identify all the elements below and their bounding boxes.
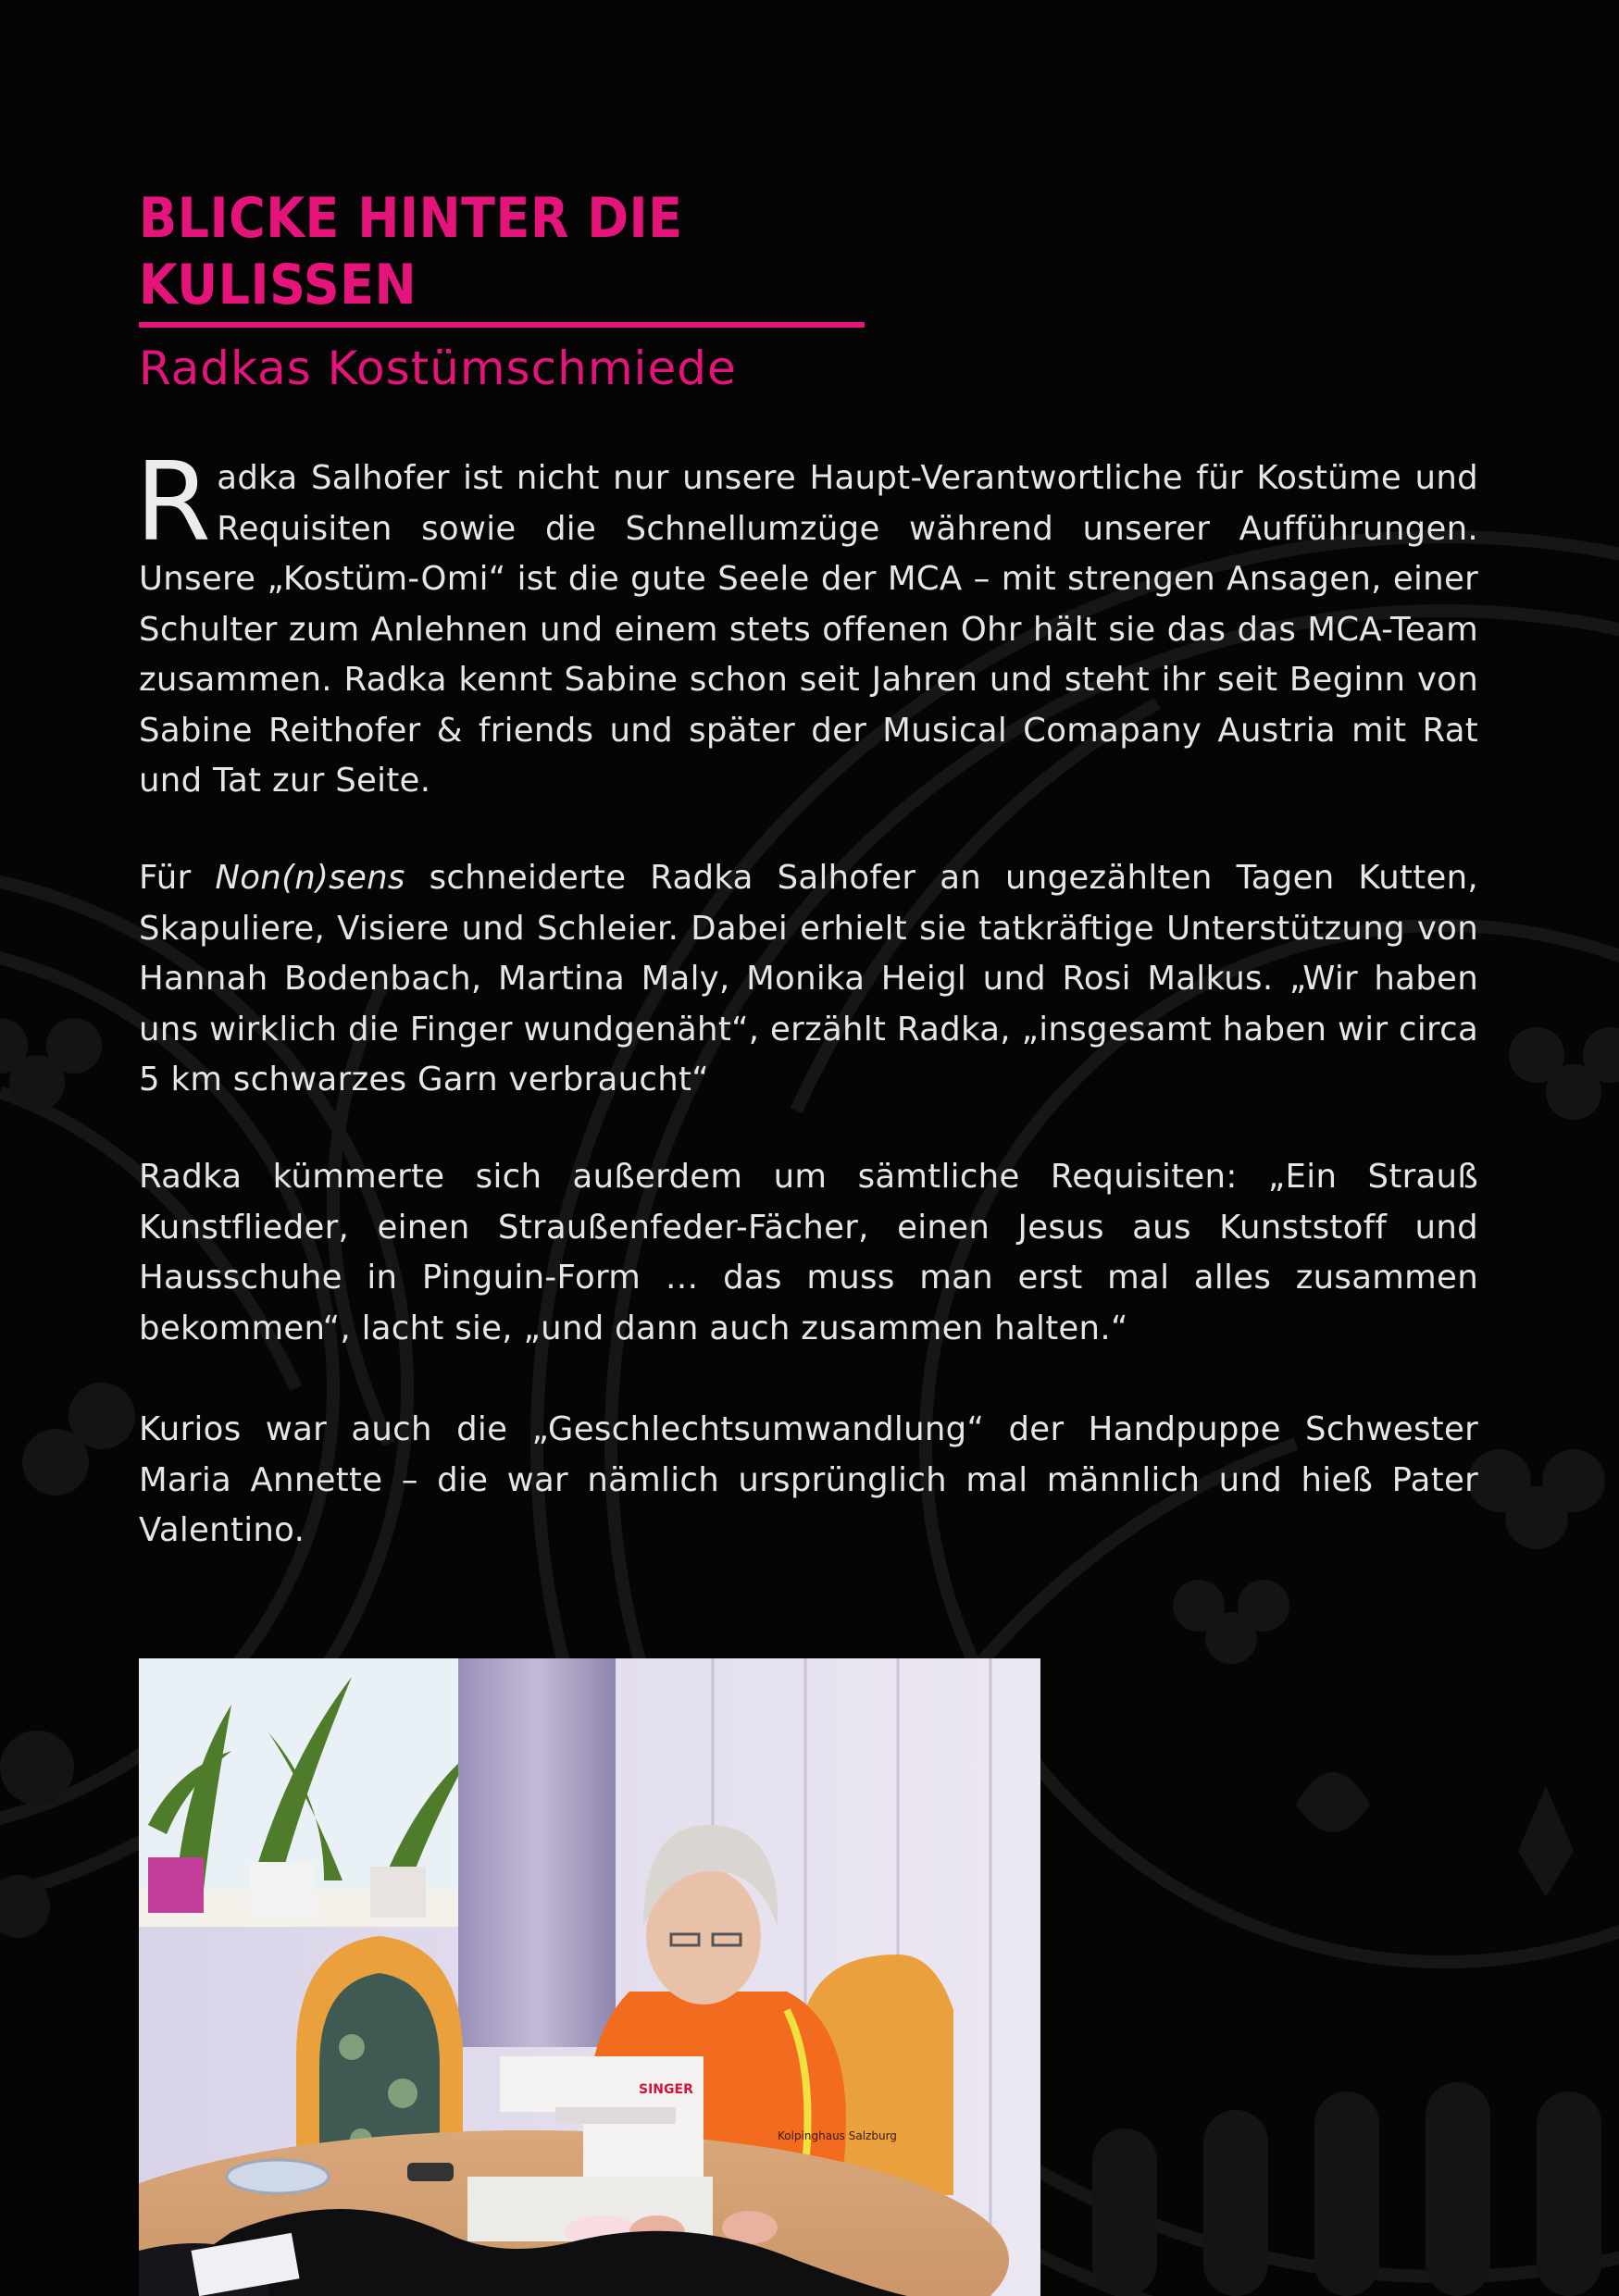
shirt-print: Kolpinghaus Salzburg: [778, 2129, 897, 2142]
page-title: BLICKE HINTER DIE KULISSEN: [139, 186, 683, 317]
section-header: [139, 185, 865, 328]
sewing-photo: [139, 1658, 1040, 2296]
paragraph-1-text: adka Salhofer ist nicht nur unsere Haupt-Verantwortliche für Kostüme und Requisiten sowie die Schnellumzüge während unserer Aufführungen. Unsere „Kostüm-Omi“ ist die gute Seele der MCA – mit strengen Ansagen, einer Schulter zum Anlehnen und einem stets offenen Ohr hält sie das das MCA-Team zusammen. Radka kennt Sabine schon seit Jahren und steht ihr seit Beginn von Sabine Reithofer & friends und später der Musical Comapany Austria mit Rat und Tat zur Seite.: [139, 459, 1478, 800]
paragraph-1: [135, 438, 1478, 807]
paragraph-2-text: schneiderte Radka Salhofer an ungezählten Tagen Kutten, Skapuliere, Visiere und Schleier. Dabei erhielt sie tatkräftige Unterstützung von Hannah Bodenbach, Martina Maly, Monika Heigl und Rosi Malkus. „Wir haben uns wirklich die Finger wundgenäht“, erzählt Radka, „insgesamt haben wir circa 5 km schwarzes Garn verbraucht“: [139, 859, 1479, 1098]
paragraph-3-text: Radka kümmerte sich außerdem um sämtliche Requisiten: „Ein Strauß Kunstflieder, einen Straußenfeder-Fächer, einen Jesus aus Kunststoff und Hausschuhe in Pinguin-Form … das muss man erst mal alles zusammen bekommen“, lacht sie, „und dann auch zusammen halten.“: [139, 1158, 1478, 1347]
article-subtitle: Radkas Kostümschmiede: [139, 341, 737, 395]
paragraph-2-start: Für: [139, 859, 216, 897]
paragraph-4: [139, 1405, 1478, 1557]
show-title: Non(n)sens: [215, 859, 405, 897]
paragraph-2: [139, 853, 1478, 1106]
paragraph-4-text: Kurios war auch die „Geschlechtsumwandlung“ der Handpuppe Schwester Maria Annette – die war nämlich ursprünglich mal männlich und hieß Pater Valentino.: [139, 1410, 1478, 1549]
drop-cap: R: [135, 438, 212, 565]
machine-brand: SINGER: [639, 2082, 693, 2097]
paragraph-3: [139, 1152, 1478, 1354]
